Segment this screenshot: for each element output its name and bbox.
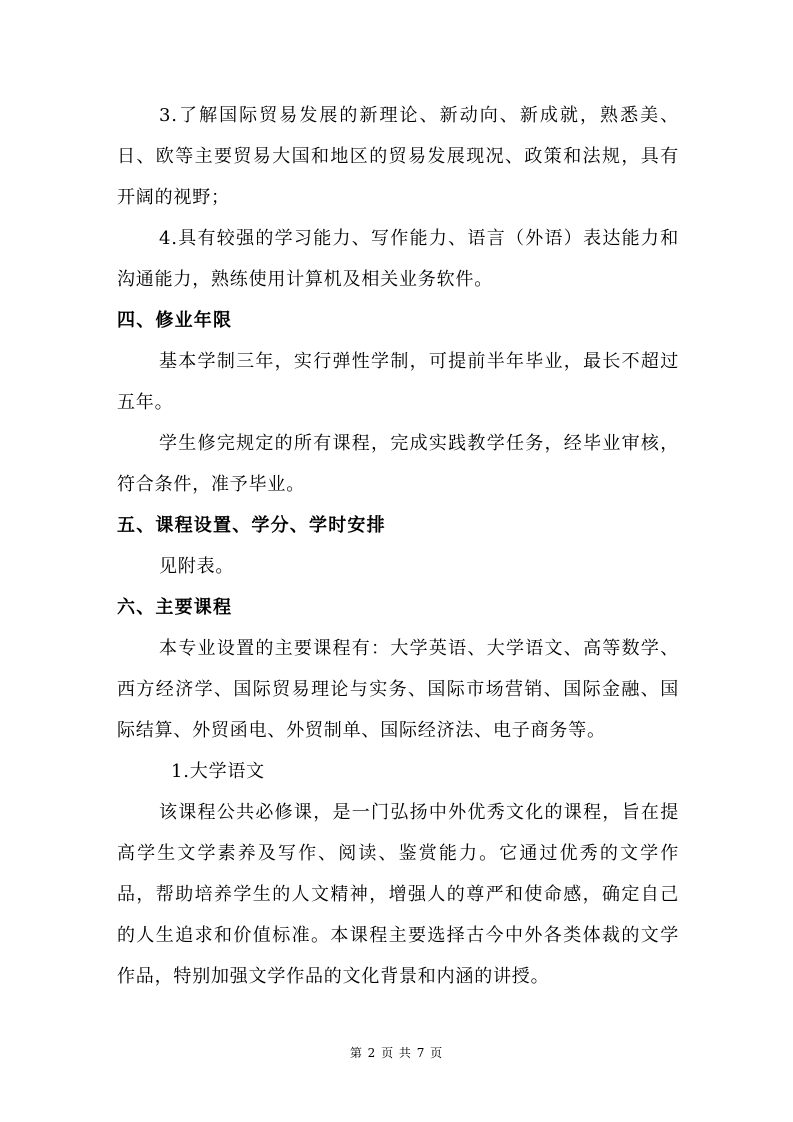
course-description-chinese: 该课程公共必修课，是一门弘扬中外优秀文化的课程，旨在提高学生文学素养及写作、阅读、鉴赏能力。它通过优秀的文学作品，帮助培养学生的人文精神，增强人的尊严和使命感，确定自己的人生追求和价值标准。本课程主要选择古今中外各类体裁的文学作品，特别加强文学作品的文化背景和内涵的讲授。 [117,802,679,987]
paragraph-duration-2: 学生修完规定的所有课程，完成实践教学任务，经毕业审核，符合条件，准予毕业。 [117,433,679,495]
section-heading-curriculum: 五、课程设置、学分、学时安排 [117,515,386,536]
section-heading-main-courses: 六、主要课程 [117,597,233,618]
page-footer: 第 2 页 共 7 页 [349,1046,444,1060]
paragraph-item-4: 4.具有较强的学习能力、写作能力、语言（外语）表达能力和沟通能力，熟练使用计算机及相关业务软件。 [117,228,679,290]
page-content [117,95,679,997]
section-heading-duration: 四、修业年限 [117,310,233,331]
paragraph-curriculum: 见附表。 [159,556,235,577]
paragraph-main-courses-intro: 本专业设置的主要课程有：大学英语、大学语文、高等数学、西方经济学、国际贸易理论与实务、国际市场营销、国际金融、国际结算、外贸函电、外贸制单、国际经济法、电子商务等。 [117,638,679,741]
course-title-chinese: 1.大学语文 [171,761,265,782]
paragraph-item-3: 3.了解国际贸易发展的新理论、新动向、新成就，熟悉美、日、欧等主要贸易大国和地区的贸易发展现况、政策和法规，具有开阔的视野； [117,105,679,208]
paragraph-duration-1: 基本学制三年，实行弹性学制，可提前半年毕业，最长不超过五年。 [117,351,679,413]
